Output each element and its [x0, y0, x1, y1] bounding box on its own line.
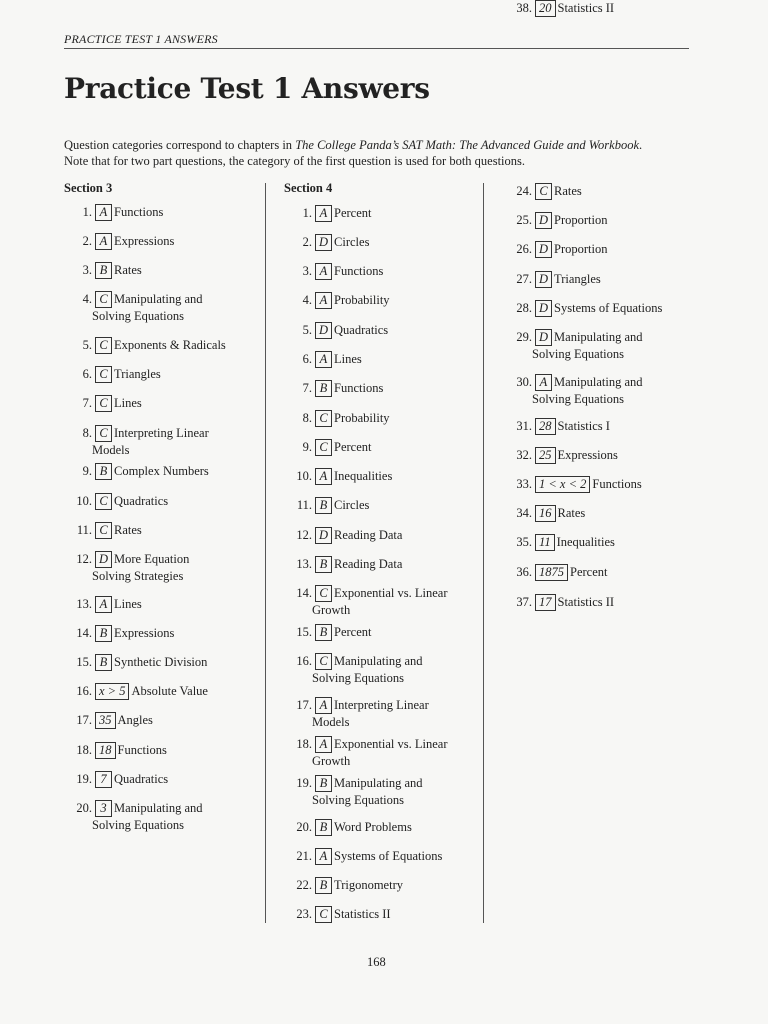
- answer-box: C: [315, 906, 332, 923]
- question-number: 21.: [296, 849, 312, 863]
- answer-box: A: [315, 736, 332, 753]
- answer-item: [284, 697, 429, 730]
- question-number: 36.: [516, 565, 532, 579]
- category-label: Manipulating and: [334, 776, 423, 790]
- answer-item: [284, 380, 383, 397]
- answer-item: [64, 625, 174, 642]
- category-label: Exponential vs. Linear: [334, 586, 448, 600]
- question-number: 23.: [296, 907, 312, 921]
- question-number: 12.: [296, 528, 312, 542]
- answer-item: [64, 683, 208, 700]
- category-label: Absolute Value: [131, 684, 208, 698]
- answer-item: [284, 624, 371, 641]
- category-label: Lines: [334, 352, 362, 366]
- category-label: Word Problems: [334, 820, 412, 834]
- question-number: 6.: [302, 352, 312, 366]
- answer-box: C: [95, 522, 112, 539]
- question-number: 15.: [76, 655, 92, 669]
- answer-box: A: [315, 263, 332, 280]
- answer-item: [284, 877, 403, 894]
- answer-item: [64, 493, 168, 510]
- question-number: 24.: [516, 184, 532, 198]
- category-label: Functions: [334, 381, 384, 395]
- category-label: Exponential vs. Linear: [334, 737, 448, 751]
- category-label: Interpreting Linear: [334, 698, 429, 712]
- answer-box: A: [315, 697, 332, 714]
- question-number: 19.: [296, 776, 312, 790]
- question-number: 2.: [82, 234, 92, 248]
- question-number: 13.: [296, 557, 312, 571]
- question-number: 19.: [76, 772, 92, 786]
- answer-item: [64, 742, 167, 759]
- question-number: 18.: [76, 743, 92, 757]
- intro-period: .: [639, 138, 643, 152]
- question-number: 13.: [76, 597, 92, 611]
- answer-item: [508, 0, 614, 17]
- answer-box: B: [315, 624, 332, 641]
- category-label: Expressions: [557, 448, 618, 462]
- answer-box: B: [315, 877, 332, 894]
- category-label: Inequalities: [334, 469, 393, 483]
- question-number: 15.: [296, 625, 312, 639]
- category-label: Rates: [557, 506, 586, 520]
- question-number: 5.: [302, 323, 312, 337]
- category-label-continued: Solving Equations: [312, 671, 405, 685]
- answer-box: B: [95, 463, 112, 480]
- category-label: Functions: [592, 477, 642, 491]
- question-number: 1.: [82, 205, 92, 219]
- answer-box: B: [315, 819, 332, 836]
- category-label: Probability: [334, 411, 390, 425]
- answer-box: 35: [95, 712, 116, 729]
- answer-item: [284, 234, 369, 251]
- question-number: 6.: [82, 367, 92, 381]
- question-number: 32.: [516, 448, 532, 462]
- answer-item: [284, 556, 402, 573]
- category-label: Quadratics: [114, 772, 169, 786]
- category-label: Expressions: [114, 234, 175, 248]
- question-number: 10.: [76, 494, 92, 508]
- category-label: Statistics II: [557, 595, 615, 609]
- category-label: Systems of Equations: [334, 849, 443, 863]
- answer-box: C: [315, 439, 332, 456]
- answer-box: B: [315, 497, 332, 514]
- answer-box: B: [95, 625, 112, 642]
- question-number: 16.: [76, 684, 92, 698]
- answer-box: 16: [535, 505, 556, 522]
- answer-box: D: [535, 300, 552, 317]
- question-number: 1.: [302, 206, 312, 220]
- answer-item: [64, 395, 142, 412]
- answer-item: [508, 300, 662, 317]
- category-label: Complex Numbers: [114, 464, 209, 478]
- question-number: 34.: [516, 506, 532, 520]
- question-number: 8.: [302, 411, 312, 425]
- category-label: Percent: [570, 565, 608, 579]
- category-label: Trigonometry: [334, 878, 403, 892]
- answer-box: A: [95, 233, 112, 250]
- category-label: Manipulating and: [334, 654, 423, 668]
- answer-item: [284, 653, 423, 686]
- question-number: 9.: [302, 440, 312, 454]
- category-label: Manipulating and: [114, 801, 203, 815]
- answer-item: [508, 329, 643, 362]
- category-label: Triangles: [114, 367, 161, 381]
- answer-box: B: [315, 380, 332, 397]
- answer-item: [284, 848, 442, 865]
- answer-item: [284, 439, 371, 456]
- question-number: 29.: [516, 330, 532, 344]
- answer-box: D: [315, 234, 332, 251]
- question-number: 20.: [296, 820, 312, 834]
- answer-item: [508, 212, 608, 229]
- category-label: Angles: [117, 713, 153, 727]
- category-label: Manipulating and: [114, 292, 203, 306]
- category-label: Rates: [554, 184, 582, 198]
- column-divider-1: [265, 183, 266, 923]
- answer-item: [284, 351, 362, 368]
- answer-item: [64, 337, 226, 354]
- answer-box: A: [315, 205, 332, 222]
- category-label: Rates: [114, 263, 142, 277]
- answer-item: [64, 204, 163, 221]
- intro-text: Question categories correspond to chapters in: [64, 138, 296, 152]
- question-number: 2.: [302, 235, 312, 249]
- answer-item: [508, 534, 615, 551]
- answer-box: 7: [95, 771, 112, 788]
- question-number: 33.: [516, 477, 532, 491]
- question-number: 8.: [82, 426, 92, 440]
- category-label-continued: Solving Equations: [532, 392, 625, 406]
- answer-item: [508, 505, 585, 522]
- answer-box: D: [535, 241, 552, 258]
- answer-item: [284, 410, 390, 427]
- category-label-continued: Growth: [312, 603, 351, 617]
- answer-box: C: [535, 183, 552, 200]
- category-label: Rates: [114, 523, 142, 537]
- answer-box: D: [95, 551, 112, 568]
- intro-note: Note that for two part questions, the category of the first question is used for both questions.: [64, 154, 526, 168]
- question-number: 10.: [296, 469, 312, 483]
- answer-box: D: [535, 271, 552, 288]
- answer-box: A: [315, 351, 332, 368]
- book-title: The College Panda’s SAT Math: The Advanced Guide and Workbook: [295, 138, 640, 152]
- category-label: Lines: [114, 597, 142, 611]
- category-label: Manipulating and: [554, 330, 643, 344]
- answer-item: [64, 596, 142, 613]
- answer-box: A: [315, 292, 332, 309]
- answer-box: D: [535, 212, 552, 229]
- answer-item: [508, 447, 618, 464]
- category-label: Interpreting Linear: [114, 426, 209, 440]
- question-number: 11.: [296, 498, 312, 512]
- answer-item: [284, 322, 388, 339]
- intro-paragraph: [64, 137, 704, 169]
- answer-item: [64, 771, 168, 788]
- question-number: 4.: [82, 292, 92, 306]
- question-number: 17.: [296, 698, 312, 712]
- category-label: Reading Data: [334, 557, 403, 571]
- answer-box: A: [315, 468, 332, 485]
- question-number: 3.: [82, 263, 92, 277]
- category-label: Percent: [334, 206, 372, 220]
- answer-box: C: [315, 585, 332, 602]
- category-label: Inequalities: [556, 535, 615, 549]
- category-label: Statistics II: [334, 907, 391, 921]
- category-label-continued: Solving Strategies: [92, 569, 184, 583]
- answer-box: D: [315, 527, 332, 544]
- answer-box: 1875: [535, 564, 568, 581]
- question-number: 22.: [296, 878, 312, 892]
- question-number: 35.: [516, 535, 532, 549]
- answer-item: [508, 418, 610, 435]
- question-number: 7.: [82, 396, 92, 410]
- answer-item: [508, 183, 582, 200]
- answer-box: C: [95, 366, 112, 383]
- category-label-continued: Models: [312, 715, 350, 729]
- category-label: Lines: [114, 396, 142, 410]
- category-label-continued: Solving Equations: [532, 347, 625, 361]
- question-number: 31.: [516, 419, 532, 433]
- question-number: 26.: [516, 242, 532, 256]
- question-number: 27.: [516, 272, 532, 286]
- category-label: Manipulating and: [554, 375, 643, 389]
- answer-box: 1 < x < 2: [535, 476, 590, 493]
- answer-item: [284, 263, 383, 280]
- answer-item: [508, 594, 614, 611]
- answer-item: [508, 271, 601, 288]
- answer-box: x > 5: [95, 683, 129, 700]
- answer-item: [64, 233, 174, 250]
- category-label: Proportion: [554, 213, 608, 227]
- answer-item: [508, 374, 643, 407]
- category-label: Statistics II: [557, 1, 615, 15]
- answer-item: [64, 291, 203, 324]
- answer-box: A: [535, 374, 552, 391]
- answer-box: B: [315, 556, 332, 573]
- question-number: 18.: [296, 737, 312, 751]
- answer-item: [284, 819, 412, 836]
- answer-box: C: [95, 425, 112, 442]
- answer-box: D: [315, 322, 332, 339]
- section3-heading: Section 3: [64, 181, 113, 195]
- answer-item: [508, 564, 607, 581]
- category-label: Expressions: [114, 626, 175, 640]
- category-label-continued: Solving Equations: [92, 309, 185, 323]
- column-divider-2: [483, 183, 484, 923]
- answer-item: [284, 775, 423, 808]
- answer-item: [284, 497, 369, 514]
- answer-item: [284, 205, 371, 222]
- page-title: Practice Test 1 Answers: [64, 72, 430, 105]
- answer-item: [508, 241, 608, 258]
- question-number: 11.: [76, 523, 92, 537]
- answer-item: [64, 654, 207, 671]
- answer-box: B: [95, 262, 112, 279]
- answer-box: A: [315, 848, 332, 865]
- question-number: 38.: [516, 1, 532, 15]
- answer-box: C: [315, 653, 332, 670]
- answer-box: A: [95, 204, 112, 221]
- category-label: Percent: [334, 625, 372, 639]
- answer-item: [64, 712, 153, 729]
- category-label: Systems of Equations: [554, 301, 663, 315]
- category-label: Quadratics: [114, 494, 169, 508]
- category-label-continued: Models: [92, 443, 130, 457]
- answer-item: [284, 736, 448, 769]
- category-label: Probability: [334, 293, 390, 307]
- answer-item: [64, 262, 142, 279]
- answer-box: B: [95, 654, 112, 671]
- running-head: PRACTICE TEST 1 ANSWERS: [64, 32, 218, 46]
- answer-box: 20: [535, 0, 556, 17]
- category-label-continued: Solving Equations: [92, 818, 185, 832]
- answer-item: [284, 292, 390, 309]
- answer-item: [64, 425, 209, 458]
- page-number: 168: [367, 955, 386, 969]
- category-label: Proportion: [554, 242, 608, 256]
- answer-box: D: [535, 329, 552, 346]
- answer-box: C: [95, 337, 112, 354]
- answer-box: 25: [535, 447, 556, 464]
- answer-box: C: [95, 395, 112, 412]
- question-number: 7.: [302, 381, 312, 395]
- answer-box: 18: [95, 742, 116, 759]
- answer-item: [508, 476, 642, 493]
- answer-item: [284, 585, 448, 618]
- category-label: Percent: [334, 440, 372, 454]
- question-number: 20.: [76, 801, 92, 815]
- question-number: 5.: [82, 338, 92, 352]
- answer-box: C: [95, 291, 112, 308]
- category-label: Synthetic Division: [114, 655, 208, 669]
- question-number: 37.: [516, 595, 532, 609]
- answer-box: 3: [95, 800, 112, 817]
- answer-box: 11: [535, 534, 555, 551]
- answer-box: A: [95, 596, 112, 613]
- category-label: Functions: [117, 743, 167, 757]
- category-label: Statistics I: [557, 419, 610, 433]
- question-number: 28.: [516, 301, 532, 315]
- category-label-continued: Growth: [312, 754, 351, 768]
- answer-box: C: [315, 410, 332, 427]
- question-number: 30.: [516, 375, 532, 389]
- category-label: Quadratics: [334, 323, 389, 337]
- category-label: Triangles: [554, 272, 601, 286]
- header-rule: [64, 48, 689, 49]
- question-number: 3.: [302, 264, 312, 278]
- question-number: 17.: [76, 713, 92, 727]
- category-label: Circles: [334, 235, 370, 249]
- answer-box: B: [315, 775, 332, 792]
- question-number: 4.: [302, 293, 312, 307]
- answer-item: [284, 906, 391, 923]
- answer-item: [64, 800, 203, 833]
- question-number: 16.: [296, 654, 312, 668]
- category-label: Circles: [334, 498, 370, 512]
- section4-heading: Section 4: [284, 181, 333, 195]
- answer-item: [64, 522, 142, 539]
- answer-box: 28: [535, 418, 556, 435]
- question-number: 25.: [516, 213, 532, 227]
- answer-item: [64, 366, 161, 383]
- answer-box: C: [95, 493, 112, 510]
- question-number: 12.: [76, 552, 92, 566]
- answer-item: [284, 468, 392, 485]
- answer-box: 17: [535, 594, 556, 611]
- category-label: Exponents & Radicals: [114, 338, 226, 352]
- category-label: Functions: [114, 205, 164, 219]
- category-label: Functions: [334, 264, 384, 278]
- answer-item: [284, 527, 402, 544]
- category-label: More Equation: [114, 552, 190, 566]
- category-label: Reading Data: [334, 528, 403, 542]
- question-number: 14.: [76, 626, 92, 640]
- question-number: 14.: [296, 586, 312, 600]
- answer-item: [64, 463, 209, 480]
- category-label-continued: Solving Equations: [312, 793, 405, 807]
- answer-item: [64, 551, 189, 584]
- question-number: 9.: [82, 464, 92, 478]
